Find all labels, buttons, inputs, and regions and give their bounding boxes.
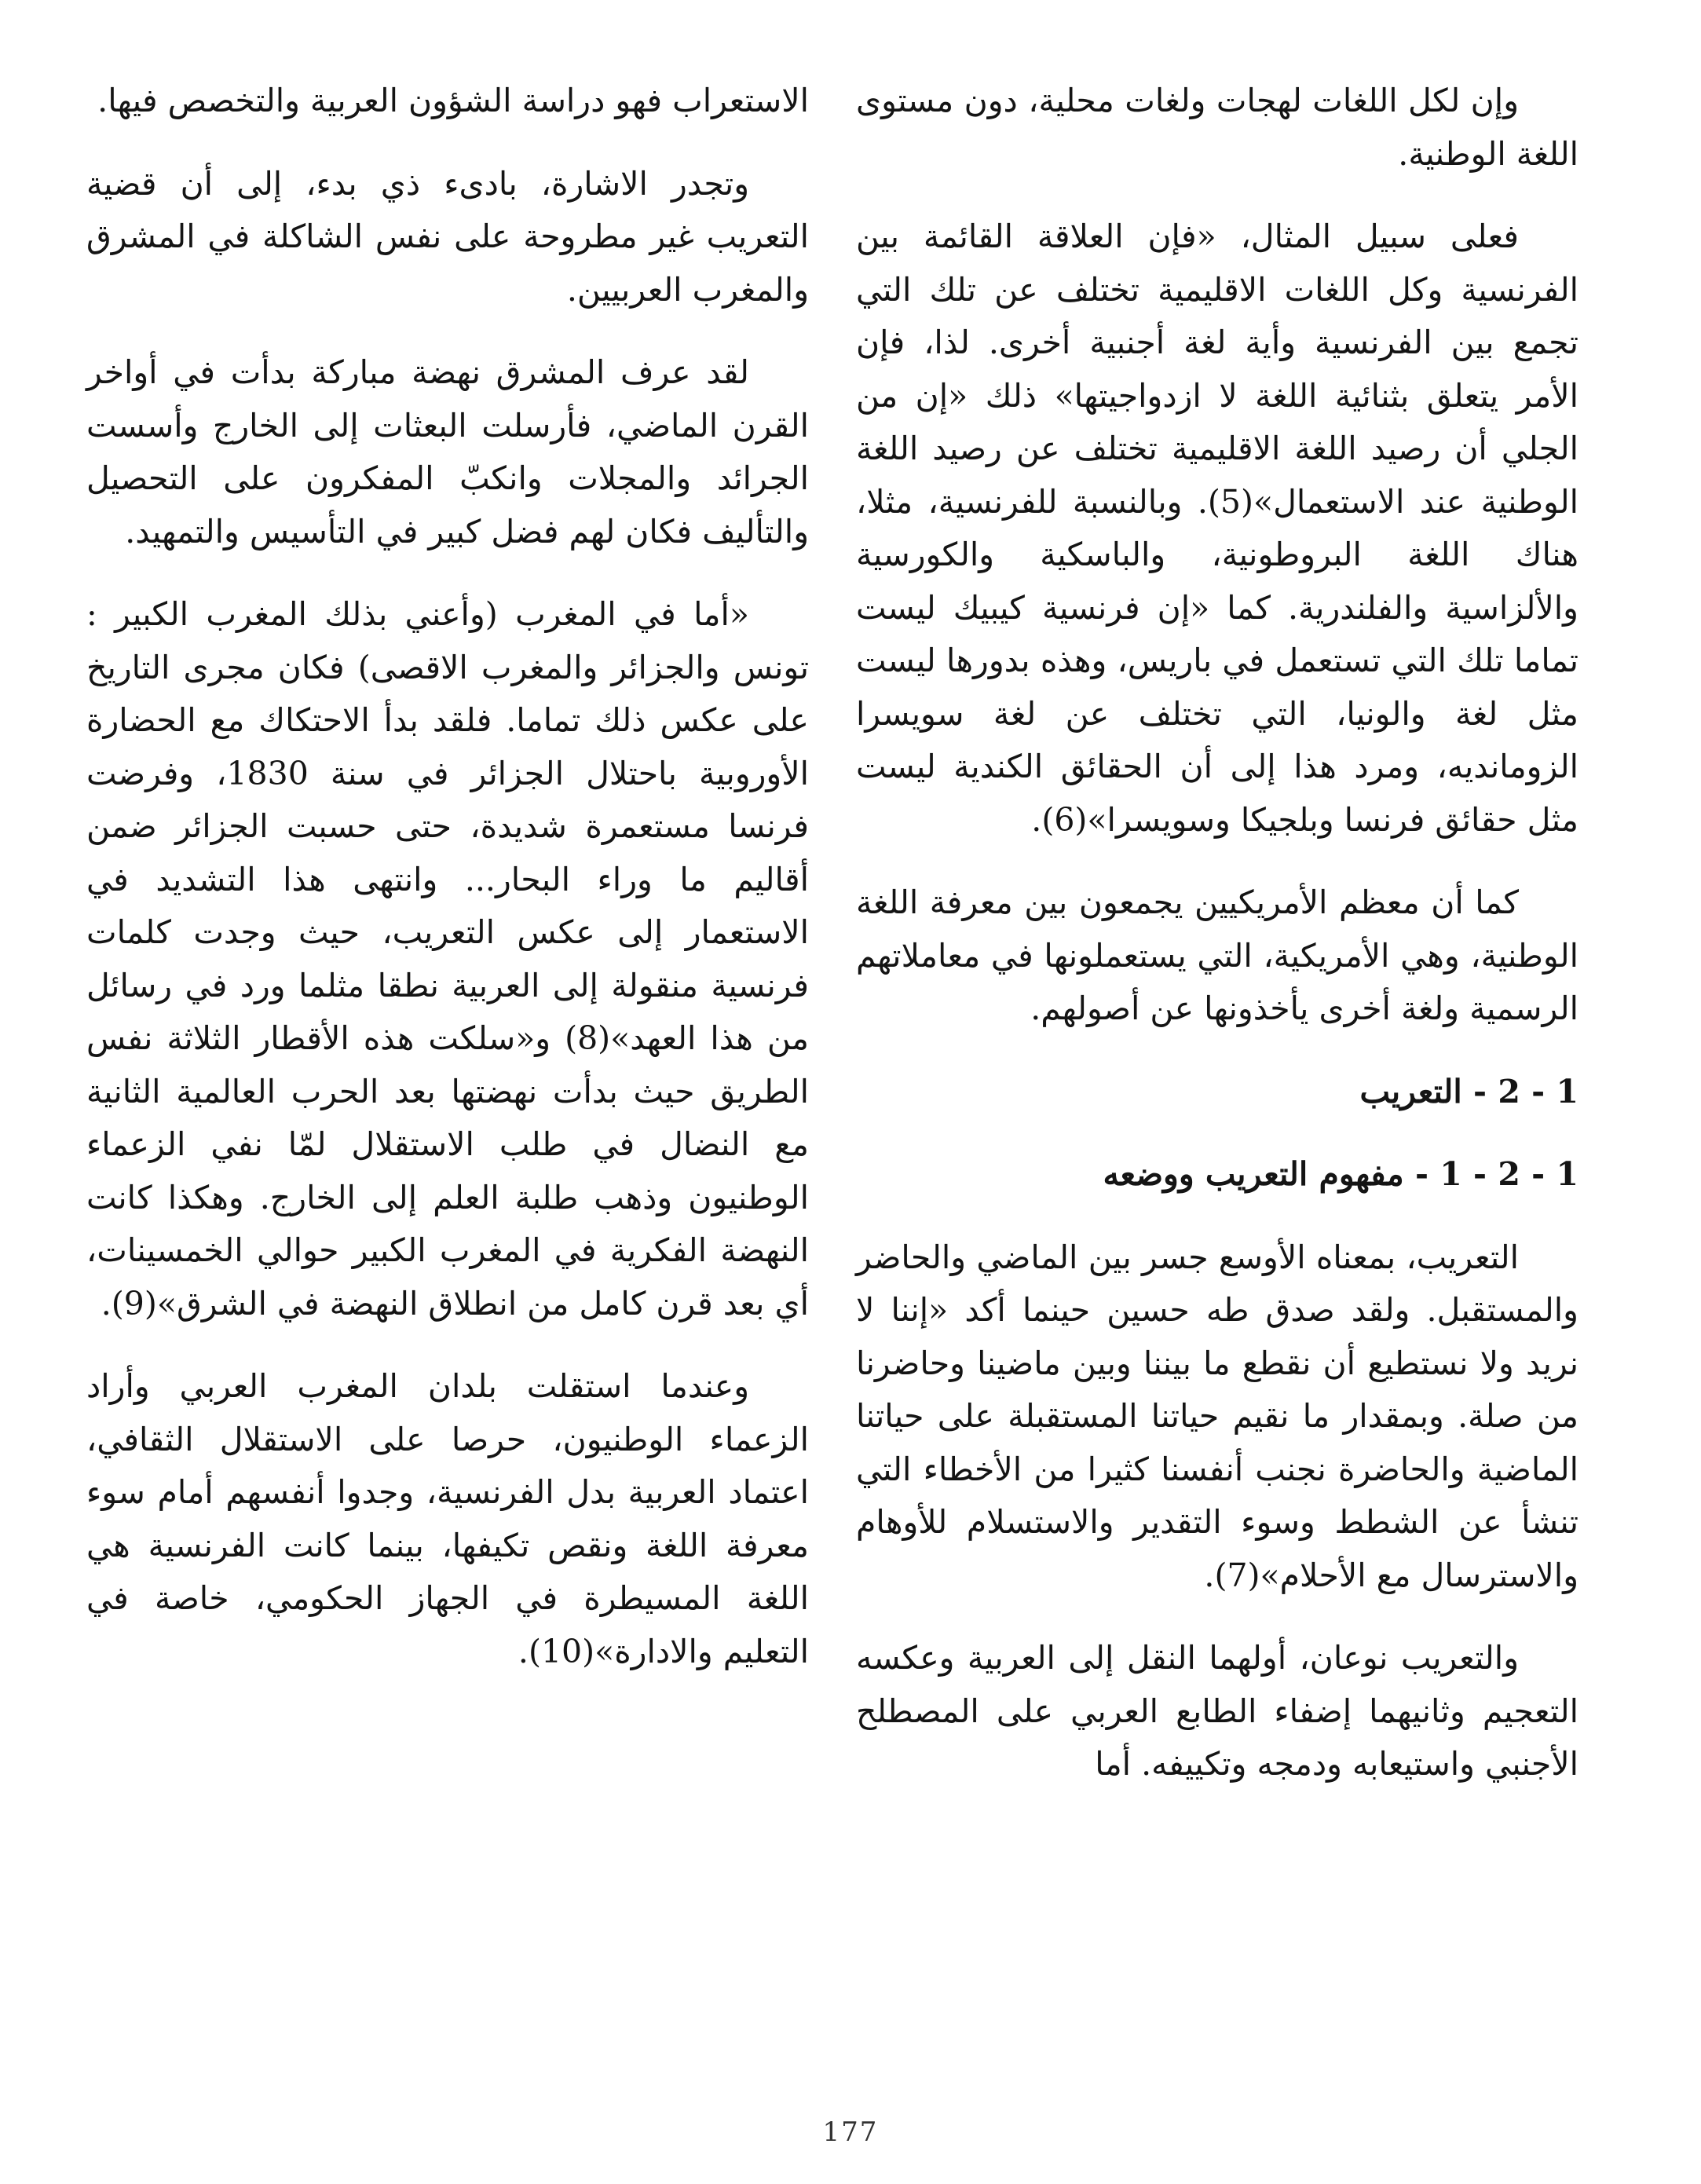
- right-column: [856, 75, 1578, 1821]
- paragraph-orientalism: الاستعراب فهو دراسة الشؤون العربية والتخصص فيها.: [97, 82, 809, 119]
- paragraph-french-regional-languages: فعلى سبيل المثال، «فإن العلاقة القائمة بين الفرنسية وكل اللغات الاقليمية تختلف عن تلك التي تجمع بين الفرنسية وأية لغة أجنبية أخرى. لذا، فإن الأمر يتعلق بثنائية اللغة لا ازدواجيتها» ذلك «إن من الجلي أن رصيد اللغة الاقليمية تختلف عن رصيد اللغة الوطنية عند الاستعمال»(5). وبالنسبة للفرنسية، مثلا، هناك اللغة البروطونية، والباسكية والكورسية والألزاسية والفلندرية. كما «إن فرنسية كيبيك ليست تماما تلك التي تستعمل في باريس، وهذه بدورها ليست مثل لغة والونيا، التي تختلف عن لغة سويسرا الزومانديه، ومرد هذا إلى أن الحقائق الكندية ليست مثل حقائق فرنسا وبلجيكا وسويسرا»(6).: [856, 218, 1579, 839]
- paragraph-maghreb-independence: وعندما استقلت بلدان المغرب العربي وأراد الزعماء الوطنيون، حرصا على الاستقلال الثقافي، اعتماد العربية بدل الفرنسية، وجدوا أنفسهم أمام سوء معرفة اللغة ونقص تكيفها، بينما كانت الفرنسية هي اللغة المسيطرة في الجهاز الحكومي، خاصة في التعليم والادارة»(10).: [86, 1367, 809, 1670]
- subsection-heading-concept: 1 - 2 - 1 - مفهوم التعريب ووضعه: [1103, 1155, 1578, 1193]
- paragraph-maghreb-history: «أما في المغرب (وأعني بذلك المغرب الكبير : تونس والجزائر والمغرب الاقصى) فكان مجرى التاريخ على عكس ذلك تماما. فلقد بدأ الاحتكاك مع الحضارة الأوروبية باحتلال الجزائر في سنة 1830، وفرضت فرنسا مستعمرة شديدة، حتى حسبت الجزائر ضمن أقاليم ما وراء البحار... وانتهى هذا التشديد في الاستعمار إلى عكس التعريب، حيث وجدت كلمات فرنسية منقولة إلى العربية نطقا مثلما ورد في رسائل من هذا العهد»(8) و«سلكت هذه الأقطار الثلاثة نفس الطريق حيث بدأت نهضتها بعد الحرب العالمية الثانية مع النضال في طلب الاستقلال لمّا نفي الزعماء الوطنيون وذهب طلبة العلم إلى الخارج. وهكذا كانت النهضة الفكرية في المغرب الكبير حوالي الخمسينات، أي بعد قرن كامل من انطلاق النهضة في الشرق»(9).: [86, 595, 810, 1322]
- paragraph-arabization-types: والتعريب نوعان، أولهما النقل إلى العربية وعكسه التعجيم وثانيهما إضفاء الطابع العربي على المصطلح الأجنبي واستيعابه ودمجه وتكييفه. أما: [856, 1639, 1578, 1783]
- page-number: 177: [822, 2116, 879, 2148]
- left-column: [86, 75, 809, 1708]
- section-heading-arabization: 1 - 2 - التعريب: [1359, 1072, 1578, 1110]
- paragraph-arabization-bridge: التعريب، بمعناه الأوسع جسر بين الماضي والحاضر والمستقبل. ولقد صدق طه حسين حينما أكد «إننا لا نريد ولا نستطيع أن نقطع ما بيننا وبين ماضينا وحاضرنا من صلة. وبمقدار ما نقيم حياتنا المستقبلة على حياتنا الماضية والحاضرة نجنب أنفسنا كثيرا من الأخطاء التي تنشأ عن الشطط وسوء التقدير والاستسلام للأوهام والاسترسال مع الأحلام»(7).: [856, 1238, 1578, 1594]
- paragraph-mashreq-maghreb-difference: وتجدر الاشارة، بادىء ذي بدء، إلى أن قضية التعريب غير مطروحة على نفس الشاكلة في المشرق والمغرب العربيين.: [86, 164, 809, 309]
- paragraph-american-bilingualism: كما أن معظم الأمريكيين يجمعون بين معرفة اللغة الوطنية، وهي الأمريكية، التي يستعملونها في معاملاتهم الرسمية ولغة أخرى يأخذونها عن أصولهم.: [856, 883, 1578, 1027]
- paragraph-mashreq-renaissance: لقد عرف المشرق نهضة مباركة بدأت في أواخر القرن الماضي، فأرسلت البعثات إلى الخارج وأسست الجرائد والمجلات وانكبّ المفكرون على التحصيل والتأليف فكان لهم فضل كبير في التأسيس والتمهيد.: [86, 353, 809, 551]
- paragraph-local-dialects: وإن لكل اللغات لهجات ولغات محلية، دون مستوى اللغة الوطنية.: [856, 82, 1578, 173]
